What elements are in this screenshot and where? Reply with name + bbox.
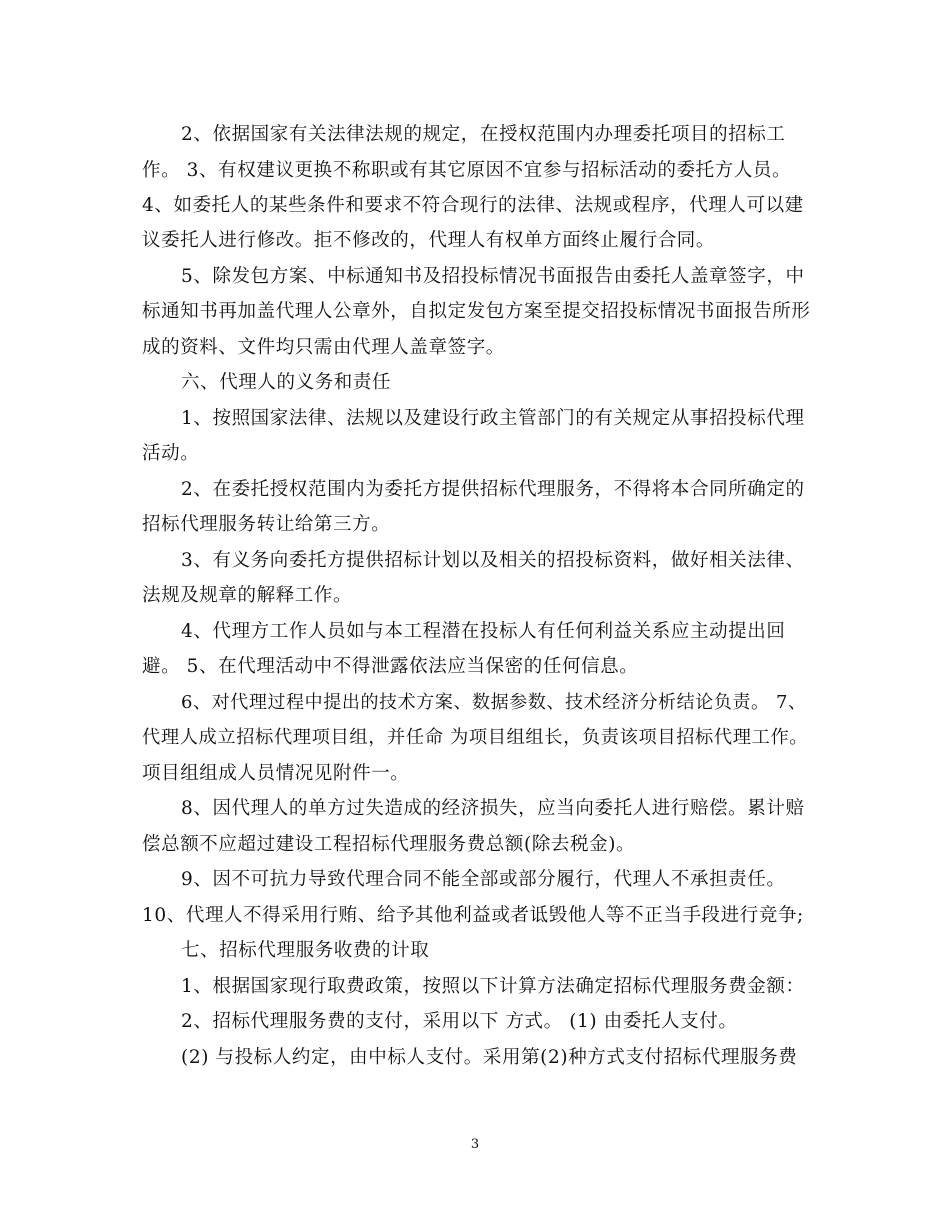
text-line: 招标代理服务转让给第三方。 (142, 514, 391, 535)
text-line: 2、招标代理服务费的支付，采用以下 方式。 (1) 由委托人支付。 (181, 1011, 738, 1032)
page-number: 3 (470, 1137, 480, 1152)
text-line: 2、依据国家有关法律法规的规定，在授权范围内办理委托项目的招标工 (181, 124, 786, 145)
text-line: 9、因不可抗力导致代理合同不能全部或部分履行，代理人不承担责任。 (181, 869, 786, 890)
text-line: 偿总额不应超过建设工程招标代理服务费总额(除去税金)。 (142, 834, 636, 855)
text-line: 4、如委托人的某些条件和要求不符合现行的法律、法规或程序，代理人可以建 (142, 195, 804, 216)
text-line: 成的资料、文件均只需由代理人盖章签字。 (142, 337, 505, 358)
text-line: 活动。 (142, 443, 200, 464)
text-line: 代理人成立招标代理项目组，并任命 为项目组组长，负责该项目招标代理工作。 (142, 727, 809, 748)
section-heading: 七、招标代理服务收费的计取 (181, 940, 430, 961)
text-line: 5、除发包方案、中标通知书及招投标情况书面报告由委托人盖章签字，中 (181, 266, 805, 287)
text-line: 6、对代理过程中提出的技术方案、数据参数、技术经济分析结论负责。 7、 (181, 692, 807, 713)
text-line: (2) 与投标人约定，由中标人支付。采用第(2)种方式支付招标代理服务费 (181, 1047, 798, 1068)
text-line: 4、代理方工作人员如与本工程潜在投标人有任何利益关系应主动提出回 (181, 621, 786, 642)
text-line: 法规及规章的解释工作。 (142, 585, 353, 606)
text-line: 避。 5、在代理活动中不得泄露依法应当保密的任何信息。 (142, 656, 639, 677)
section-heading: 六、代理人的义务和责任 (181, 372, 392, 393)
text-line: 项目组组成人员情况见附件一。 (142, 763, 410, 784)
text-line: 3、有义务向委托方提供招标计划以及相关的招投标资料，做好相关法律、 (181, 550, 805, 571)
text-line: 8、因代理人的单方过失造成的经济损失，应当向委托人进行赔偿。累计赔 (181, 798, 805, 819)
text-line: 作。 3、有权建议更换不称职或有其它原因不宜参与招标活动的委托方人员。 (142, 160, 792, 181)
text-line: 议委托人进行修改。拒不修改的，代理人有权单方面终止履行合同。 (142, 230, 716, 251)
text-line: 2、在委托授权范围内为委托方提供招标代理服务，不得将本合同所确定的 (181, 479, 805, 500)
text-line: 10、代理人不得采用行贿、给予其他利益或者诋毁他人等不正当手段进行竞争; (142, 905, 804, 926)
text-line: 标通知书再加盖代理人公章外，自拟定发包方案至提交招投标情况书面报告所形 (142, 301, 811, 322)
text-line: 1、根据国家现行取费政策，按照以下计算方法确定招标代理服务费金额： (181, 976, 805, 997)
text-line: 1、按照国家法律、法规以及建设行政主管部门的有关规定从事招投标代理 (181, 408, 805, 429)
